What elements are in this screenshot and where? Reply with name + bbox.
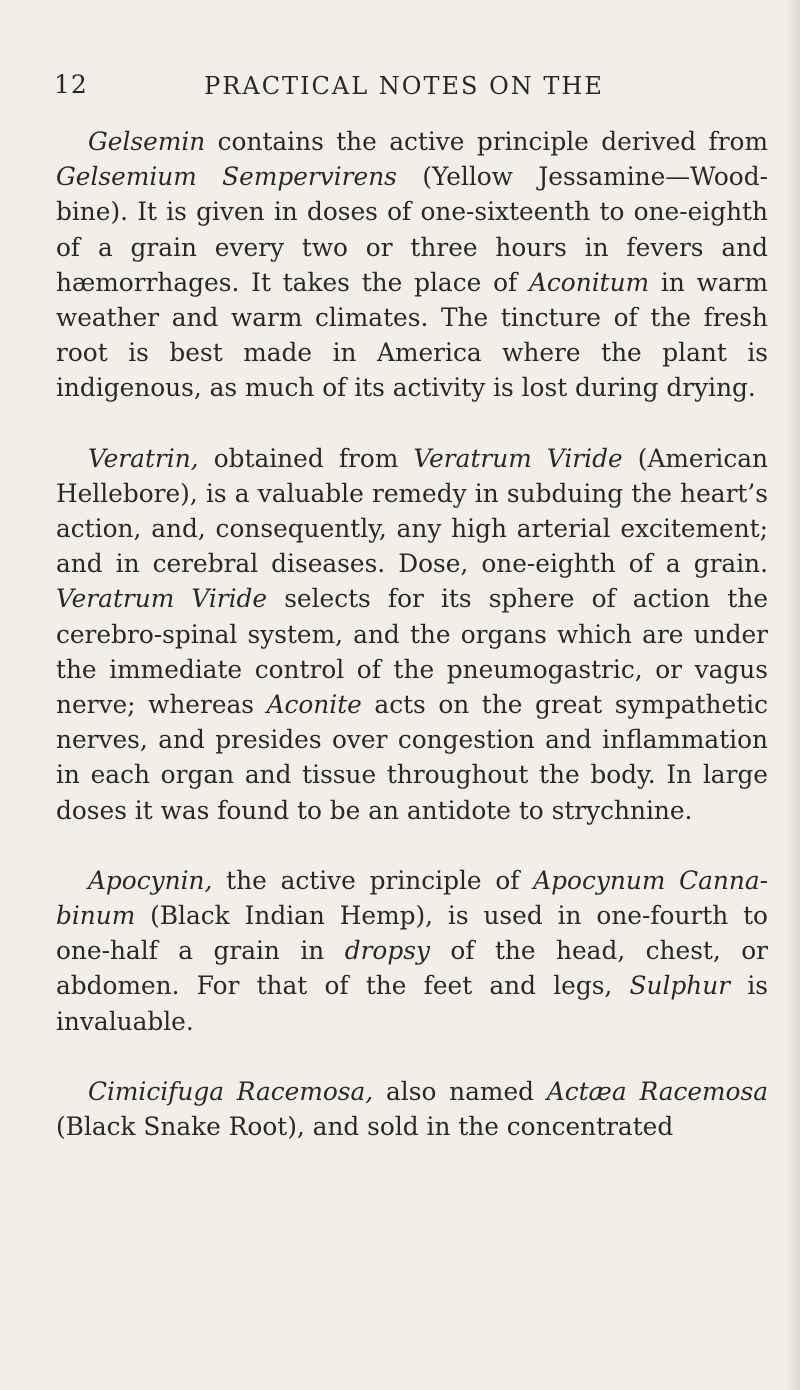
text-run: (Black Indian Hemp), is used in one-fourth to one-half a grain in	[56, 901, 768, 966]
italic-term: Sulphur	[629, 971, 731, 1001]
italic-term: Apocynin,	[88, 865, 213, 895]
text-run: the active principle of	[212, 865, 534, 895]
italic-term: Apocynum Canna-binum	[56, 865, 768, 931]
text-run: (Yellow Jessamine—Wood-bine). It is given in doses of one-sixteenth to one-eighth of a grain every two or three hours in fevers and hæmorrhages. It takes the place of	[56, 162, 768, 297]
text-run: contains the active principle derived from	[205, 127, 768, 156]
italic-term: Veratrum Viride	[56, 584, 268, 614]
body-text	[56, 124, 768, 1144]
running-head: PRACTICAL NOTES ON THE	[204, 72, 604, 100]
italic-term: Gelsemium Sempervirens	[56, 162, 397, 192]
italic-term: Aconitum	[529, 267, 650, 297]
text-run: (Black Snake Root), and sold in the concentrated	[56, 1112, 674, 1142]
text-run: also named	[373, 1076, 547, 1106]
text-run: (American Hellebore), is a valuable remedy in subduing the heart’s action, and, consequently, any high arterial excitement; and in cerebral diseases. Dose, one-eighth of a grain.	[56, 443, 768, 579]
page-edge-shadow	[786, 0, 800, 1390]
italic-term: Gelsemin	[88, 127, 206, 156]
paragraph	[56, 124, 768, 406]
page-header	[54, 70, 754, 110]
italic-term: dropsy	[344, 936, 430, 966]
page-number: 12	[54, 70, 88, 99]
text-run: of the head, chest, or abdomen. For that of the feet and legs,	[56, 936, 768, 1001]
text-run: selects for its sphere of action the cerebro-spinal system, and the organs which are under the immediate control of the pneumogastric, or vagus nerve; whereas	[56, 584, 768, 720]
italic-term: Veratrum Viride	[413, 443, 623, 473]
paragraph	[56, 1074, 768, 1144]
text-run: obtained from	[198, 443, 414, 473]
italic-term: Veratrin,	[88, 443, 199, 473]
italic-term: Aconite	[266, 690, 362, 720]
text-run: in warm weather and warm climates. The tincture of the fresh root is best made in America where the plant is indigenous, as much of its activity is lost during drying.	[56, 267, 768, 403]
italic-term: Cimicifuga Racemosa,	[88, 1076, 374, 1106]
italic-term: Actæa Racemosa	[546, 1076, 768, 1106]
paragraph	[56, 441, 768, 828]
paragraph	[56, 863, 768, 1039]
text-run: is invaluable.	[56, 971, 768, 1036]
text-run: acts on the great sympathetic nerves, and presides over congestion and inflammation in each organ and tissue throughout the body. In large doses it was found to be an antidote to strychnine.	[56, 690, 768, 825]
